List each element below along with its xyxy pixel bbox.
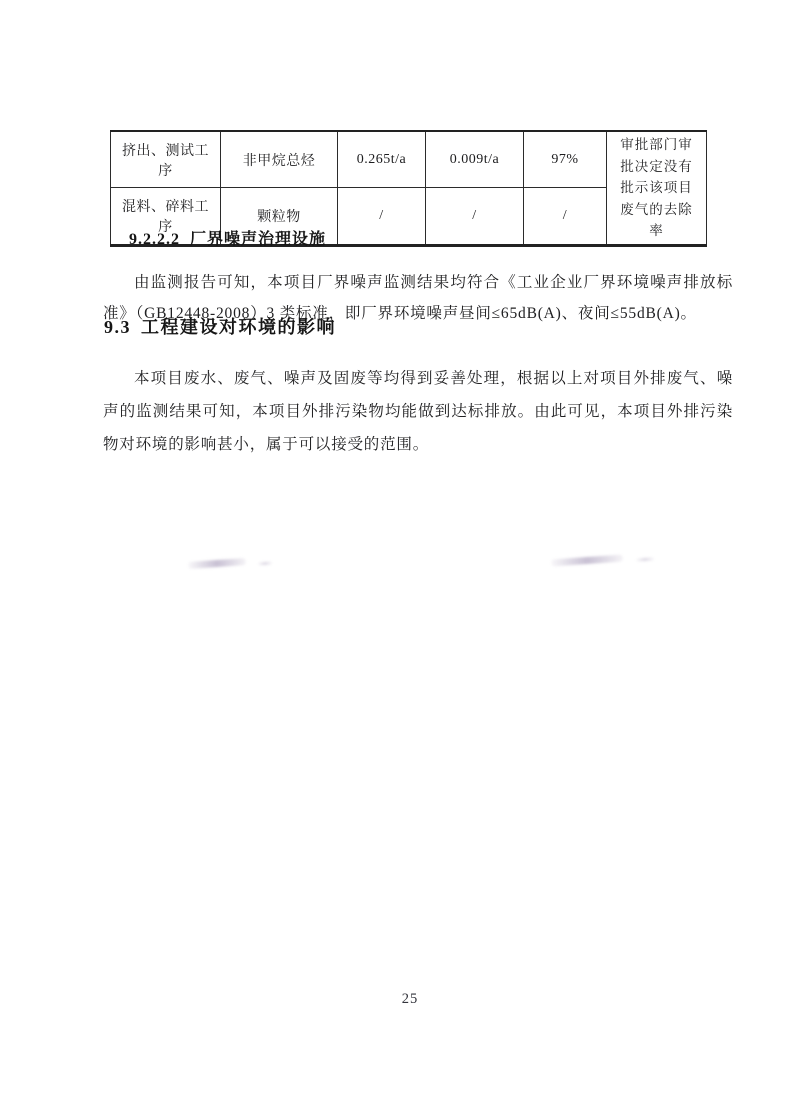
cell-emitted-amount: 0.009t/a [426, 131, 524, 188]
cell-produced-amount: / [338, 188, 426, 246]
cell-emitted-amount: / [426, 188, 524, 246]
cell-removal-rate: 97% [524, 131, 607, 188]
scan-artifact-right-dash [636, 557, 654, 561]
scan-artifact-left-dash [258, 562, 272, 566]
heading-title: 厂界噪声治理设施 [190, 231, 327, 248]
cell-process: 混料、碎料工序 [111, 188, 221, 246]
cell-produced-amount: 0.265t/a [338, 131, 426, 188]
heading-title: 工程建设对环境的影响 [141, 317, 336, 337]
heading-number: 9.2.2.2 [129, 231, 180, 248]
scan-artifact-right [551, 554, 623, 566]
paragraph-impact: 本项目废水、废气、噪声及固废等均得到妥善处理，根据以上对项目外排废气、噪声的监测结果可知，本项目外排污染物均能做到达标排放。由此可见，本项目外排污染物对环境的影响甚小，属于可以接受的范围。 [103, 369, 733, 453]
cell-removal-rate: / [524, 188, 607, 246]
cell-process: 挤出、测试工序 [111, 131, 221, 188]
scan-artifact-left [188, 558, 246, 569]
heading-number: 9.3 [104, 317, 131, 337]
paragraph-noise: 由监测报告可知，本项目厂界噪声监测结果均符合《工业企业厂界环境噪声排放标准》（GB12448-2008）3 类标准，即厂界环境噪声昼间≤65dB(A)、夜间≤55dB(A)。 [103, 273, 733, 322]
section-heading-impact [104, 313, 336, 339]
cell-approval-note: 审批部门审批决定没有批示该项目废气的去除率 [607, 131, 707, 245]
section-heading-noise [129, 226, 326, 249]
cell-pollutant: 颗粒物 [221, 188, 338, 246]
table-row [111, 131, 707, 188]
page-number: 25 [401, 991, 419, 1007]
cell-pollutant: 非甲烷总烃 [221, 131, 338, 188]
